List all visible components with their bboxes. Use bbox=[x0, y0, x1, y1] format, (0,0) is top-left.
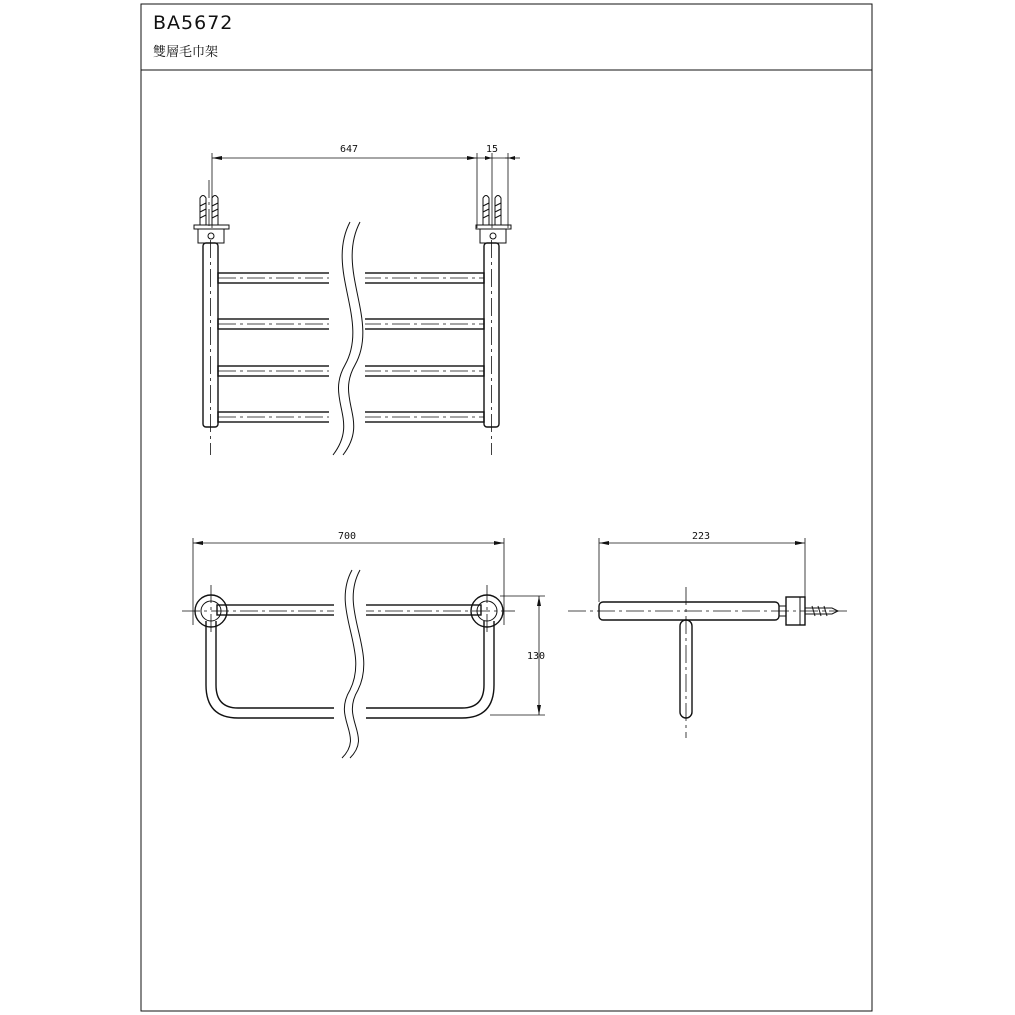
side-view bbox=[568, 531, 848, 738]
top-break-line bbox=[334, 570, 366, 760]
dimension-15-label: 15 bbox=[486, 144, 499, 155]
dimension-223-label: 223 bbox=[692, 531, 711, 542]
sheet-border bbox=[141, 4, 872, 1011]
dimension-130 bbox=[490, 596, 545, 715]
front-view bbox=[194, 144, 520, 460]
product-name: 雙層毛巾架 bbox=[153, 45, 219, 60]
dimension-130-label: 130 bbox=[527, 651, 546, 662]
model-code: BA5672 bbox=[153, 12, 234, 34]
dimension-223 bbox=[599, 531, 805, 602]
dimension-647 bbox=[212, 144, 520, 228]
dimension-700-label: 700 bbox=[338, 531, 357, 542]
front-break-line bbox=[329, 220, 365, 460]
right-wall-anchor bbox=[476, 196, 511, 244]
top-view bbox=[182, 531, 545, 760]
dimension-647-label: 647 bbox=[340, 144, 359, 155]
title-block bbox=[141, 4, 872, 70]
left-wall-anchor bbox=[194, 180, 229, 243]
